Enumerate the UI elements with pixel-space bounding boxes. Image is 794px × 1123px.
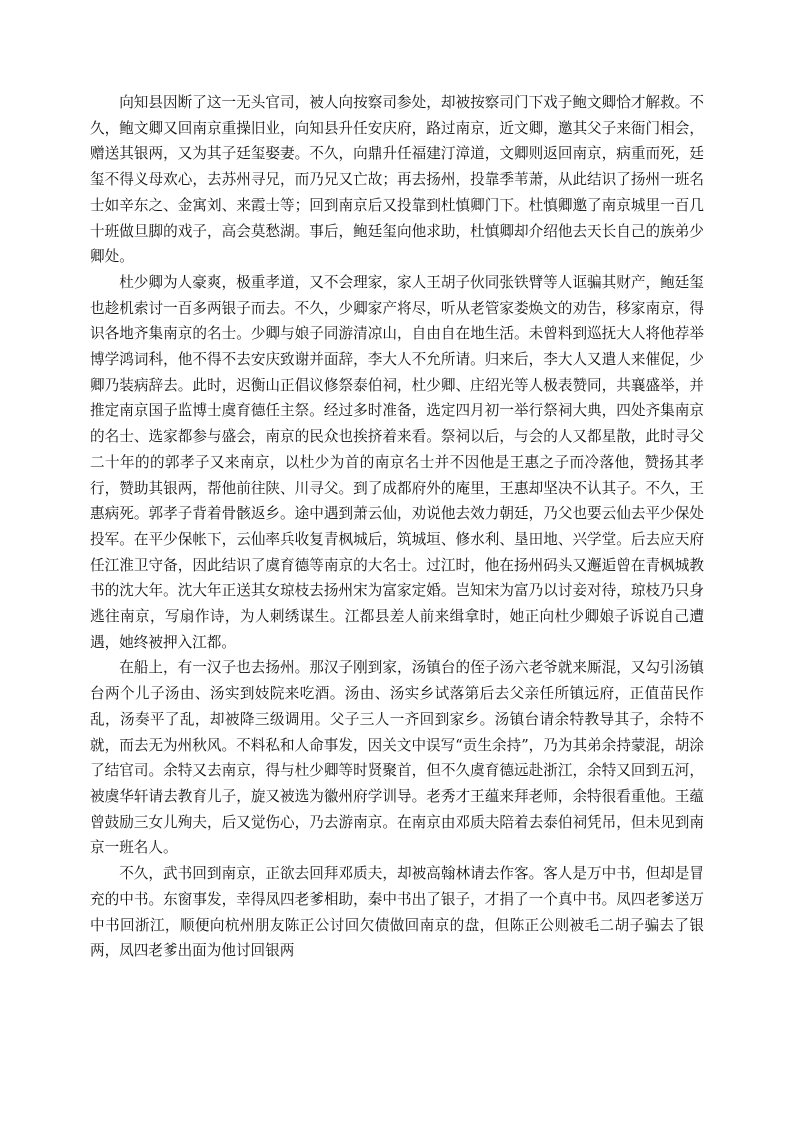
paragraph-1: 向知县因断了这一无头官司，被人向按察司参处，却被按察司门下戏子鲍文卿恰才解救。不久，鲍文卿又回南京重操旧业，向知县升任安庆府，路过南京，近文卿，邀其父子来衙门相会，赠送其银两，又为其子廷玺娶妻。不久，向鼎升任福建汀漳道，文卿则返回南京，病重而死，廷玺不得义母欢心，去苏州寻兄，而乃兄又亡故；再去扬州，投靠季苇萧，从此结识了扬州一班名士如辛东之、金寓刘、来霞士等；回到南京后又投靠到杜慎卿门下。杜慎卿邀了南京城里一百几十班做旦脚的戏子，高会莫愁湖。事后，鲍廷玺向他求助，杜慎卿却介绍他去天长自己的族弟少卿处。 (90, 94, 704, 266)
paragraph-4: 不久，武书回到南京，正欲去回拜邓质夫，却被高翰林请去作客。客人是万中书，但却是冒充的中书。东窗事发，幸得凤四老爹相助，秦中书出了银子，才捐了一个真中书。凤四老爹送万中书回浙江，顺便向杭州朋友陈正公讨回欠债做回南京的盘，但陈正公则被毛二胡子骗去了银两，凤四老爹出面为他讨回银两 (90, 865, 704, 960)
document-body (90, 90, 704, 964)
paragraph-2: 杜少卿为人豪爽，极重孝道，又不会理家，家人王胡子伙同张铁臂等人诓骗其财产，鲍廷玺也趁机索讨一百多两银子而去。不久，少卿家产将尽，听从老管家娄焕文的劝告，移家南京，得识各地齐集南京的名士。少卿与娘子同游清凉山，自由自在地生活。未曾料到巡抚大人将他荐举博学鸿词科，他不得不去安庆致谢并面辞，李大人不允所请。归来后，李大人又遣人来催促，少卿乃装病辞去。此时，迟衡山正倡议修祭泰伯祠，杜少卿、庄绍光等人极表赞同，共襄盛举，并推定南京国子监博士虞育德任主祭。经过多时准备，选定四月初一举行祭祠大典，四处齐集南京的名士、选家都参与盛会，南京的民众也挨挤着来看。祭祠以后，与会的人又都星散，此时寻父二十年的的郭孝子又来南京，以杜少为首的南京名士并不因他是王惠之子而冷落他，赞扬其孝行，赞助其银两，帮他前往陕、川寻父。到了成都府外的庵里，王惠却坚决不认其子。不久，王惠病死。郭孝子背着骨骸返乡。途中遇到萧云仙，劝说他去效力朝廷，乃父也要云仙去平少保处投军。在平少保帐下，云仙率兵收复青枫城后，筑城垣、修水利、垦田地、兴学堂。后去应天府任江淮卫守备，因此结识了虞育德等南京的大名士。过江时，他在扬州码头又邂逅曾在青枫城教书的沈大年。沈大年正送其女琼枝去扬州宋为富家定婚。岂知宋为富乃以讨妾对待，琼枝乃只身逃往南京，写扇作诗，为人刺绣谋生。江都县差人前来缉拿时，她正向杜少卿娘子诉说自己遭遇，她终被押入江都。 (90, 273, 704, 651)
paragraph-3: 在船上，有一汉子也去扬州。那汉子刚到家，汤镇台的侄子汤六老爷就来厮混，又勾引汤镇台两个儿子汤由、汤实到妓院来吃酒。汤由、汤实乡试落第后去父亲任所镇远府，正值苗民作乱，汤奏平了乱，却被降三级调用。父子三人一齐回到家乡。汤镇台请余特教导其子，余特不就，而去无为州秋风。不料私和人命事发，因关文中误写“贡生余持”，乃为其弟余持蒙混，胡涂了结官司。余特又去南京，得与杜少卿等时贤聚首，但不久虞育德远赴浙江，余特又回到五河，被虞华轩请去教育儿子，旋又被选为徽州府学训导。老秀才王蕴来拜老师，余特很看重他。王蕴曾鼓励三女儿殉夫，后又觉伤心，乃去游南京。在南京由邓质夫陪着去泰伯祠凭吊，但未见到南京一班名人。 (90, 659, 704, 857)
